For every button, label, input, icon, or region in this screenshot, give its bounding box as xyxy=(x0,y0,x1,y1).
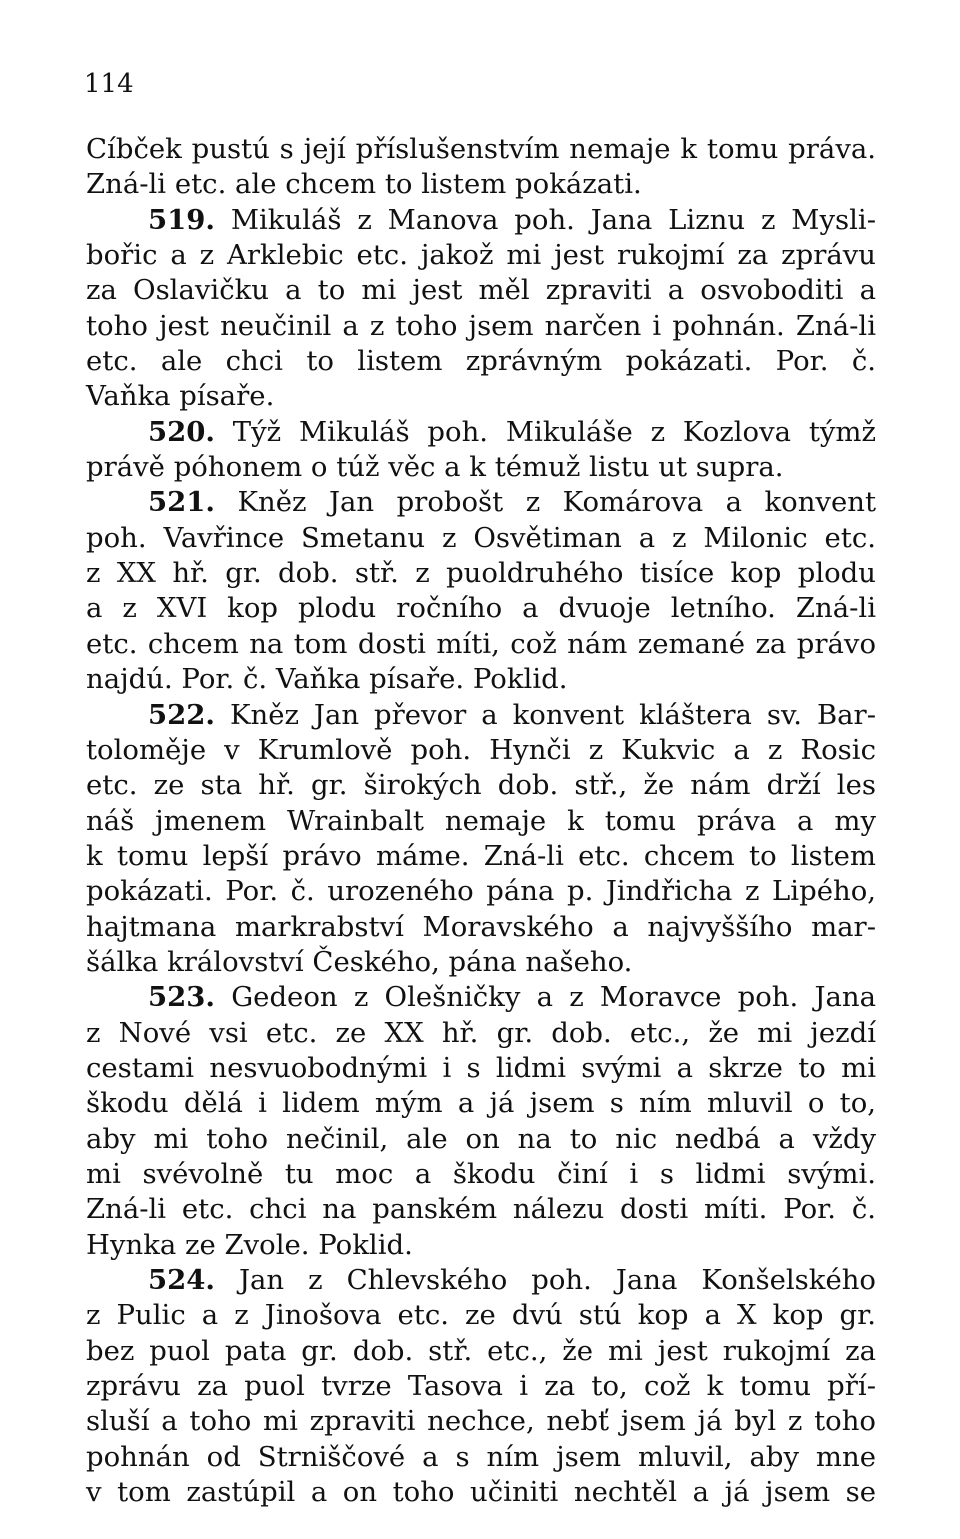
line-text: škodu dělá i lidem mým a já jsem s ním mluvil o to, xyxy=(86,1087,876,1120)
line-text: bořic a z Arklebic etc. jakož mi jest rukojmí za zprávu xyxy=(86,239,876,272)
text-line xyxy=(86,733,876,768)
text-line xyxy=(86,521,876,556)
text-line xyxy=(86,839,876,874)
line-text: šálka království Českého, pána našeho. xyxy=(86,945,633,978)
entry-number: 520. xyxy=(148,415,215,448)
line-text: z XX hř. gr. dob. stř. z puoldruhého tisíce kop plodu xyxy=(86,557,876,590)
entry-first-line xyxy=(86,415,876,450)
text-line xyxy=(86,1228,876,1263)
line-text: Gedeon z Olešničky a z Moravce poh. Jana xyxy=(214,981,876,1014)
line-text: Hynka ze Zvole. Poklid. xyxy=(86,1228,413,1261)
entry-number: 523. xyxy=(148,981,215,1014)
text-line xyxy=(86,804,876,839)
entry-first-line xyxy=(86,980,876,1015)
text-line xyxy=(86,379,876,414)
line-text: bez puol pata gr. dob. stř. etc., že mi jest rukojmí za xyxy=(86,1334,876,1367)
line-text: právě póhonem o túž věc a k témuž listu ut supra. xyxy=(86,451,784,484)
line-text: v tom zastúpil a on toho učiniti nechtěl a já jsem se xyxy=(86,1476,876,1509)
line-text: poh. Vavřince Smetanu z Osvětiman a z Milonic etc. xyxy=(86,521,876,554)
entry-number: 522. xyxy=(148,698,215,731)
text-line xyxy=(86,1192,876,1227)
line-text: cestami nesvuobodnými i s lidmi svými a skrze to mi xyxy=(86,1051,876,1084)
text-line xyxy=(86,167,876,202)
entry-first-line xyxy=(86,485,876,520)
entry-number: 521. xyxy=(148,486,215,519)
text-line xyxy=(86,591,876,626)
text-line xyxy=(86,1051,876,1086)
line-text: toho jest neučinil a z toho jsem narčen i pohnán. Zná-li xyxy=(86,309,876,342)
line-text: náš jmenem Wrainbalt nemaje k tomu práva a my xyxy=(86,804,876,837)
line-text: toloměje v Krumlově poh. Hynči z Kukvic a z Rosic xyxy=(86,733,876,766)
text-line xyxy=(86,556,876,591)
entry-number: 519. xyxy=(148,203,215,236)
text-line xyxy=(86,309,876,344)
line-text: Mikuláš z Manova poh. Jana Liznu z Mysli- xyxy=(214,203,876,236)
entry-number: 524. xyxy=(148,1264,215,1296)
text-line xyxy=(86,1086,876,1121)
line-text: etc. ale chci to listem zprávným pokázati. Por. č. xyxy=(86,345,876,378)
line-text: Cíbček pustú s její příslušenstvím nemaje k tomu práva. xyxy=(86,133,876,165)
line-text: zprávu za puol tvrze Tasova i za to, což k tomu pří- xyxy=(86,1370,876,1403)
text-line xyxy=(86,344,876,379)
page-number: 114 xyxy=(84,69,134,99)
text-line xyxy=(86,910,876,945)
text-line xyxy=(86,1475,876,1510)
entry-first-line xyxy=(86,203,876,238)
line-text: pokázati. Por. č. urozeného pána p. Jindřicha z Lipého, xyxy=(86,875,876,908)
entry-first-line xyxy=(86,1263,876,1298)
line-text: z Nové vsi etc. ze XX hř. gr. dob. etc., že mi jezdí xyxy=(86,1016,876,1049)
text-line xyxy=(86,874,876,909)
text-line xyxy=(86,1122,876,1157)
text-line xyxy=(86,238,876,273)
line-text: etc. ze sta hř. gr. širokých dob. stř., že nám drží les xyxy=(86,769,876,802)
text-line xyxy=(86,132,876,167)
line-text: aby mi toho nečinil, ale on na to nic nedbá a vždy xyxy=(86,1122,876,1155)
line-text: Kněz Jan probošt z Komárova a konvent xyxy=(214,486,876,519)
document-body xyxy=(86,132,876,1510)
line-text: Týž Mikuláš poh. Mikuláše z Kozlova týmž xyxy=(214,415,876,448)
line-text: Zná-li etc. chci na panském nálezu dosti míti. Por. č. xyxy=(86,1193,876,1226)
text-line xyxy=(86,1440,876,1475)
text-line xyxy=(86,1404,876,1439)
entry-first-line xyxy=(86,698,876,733)
text-line xyxy=(86,662,876,697)
line-text: hajtmana markrabství Moravského a najvyššího mar- xyxy=(86,910,876,943)
text-line xyxy=(86,450,876,485)
line-text: Zná-li etc. ale chcem to listem pokázati. xyxy=(86,168,642,201)
text-line xyxy=(86,627,876,662)
line-text: Kněz Jan převor a konvent kláštera sv. Bar- xyxy=(214,698,876,731)
text-line xyxy=(86,1334,876,1369)
text-line xyxy=(86,768,876,803)
line-text: k tomu lepší právo máme. Zná-li etc. chcem to listem xyxy=(86,839,876,872)
line-text: sluší a toho mi zpraviti nechce, nebť jsem já byl z toho xyxy=(86,1405,876,1438)
text-line xyxy=(86,273,876,308)
line-text: a z XVI kop plodu ročního a dvuoje letního. Zná-li xyxy=(86,592,876,625)
line-text: za Oslavičku a to mi jest měl zpraviti a osvoboditi a xyxy=(86,274,876,307)
text-line xyxy=(86,1157,876,1192)
line-text: pohnán od Strniščové a s ním jsem mluvil, aby mne xyxy=(86,1440,876,1473)
text-line xyxy=(86,1298,876,1333)
line-text: etc. chcem na tom dosti míti, což nám zemané za právo xyxy=(86,627,876,660)
text-line xyxy=(86,1016,876,1051)
text-line xyxy=(86,945,876,980)
line-text: Vaňka písaře. xyxy=(86,380,275,413)
line-text: mi svévolně tu moc a škodu činí i s lidmi svými. xyxy=(86,1157,876,1190)
text-line xyxy=(86,1369,876,1404)
line-text: Jan z Chlevského poh. Jana Konšelského xyxy=(214,1264,876,1296)
line-text: z Pulic a z Jinošova etc. ze dvú stú kop a X kop gr. xyxy=(86,1299,876,1332)
line-text: najdú. Por. č. Vaňka písaře. Poklid. xyxy=(86,663,568,696)
